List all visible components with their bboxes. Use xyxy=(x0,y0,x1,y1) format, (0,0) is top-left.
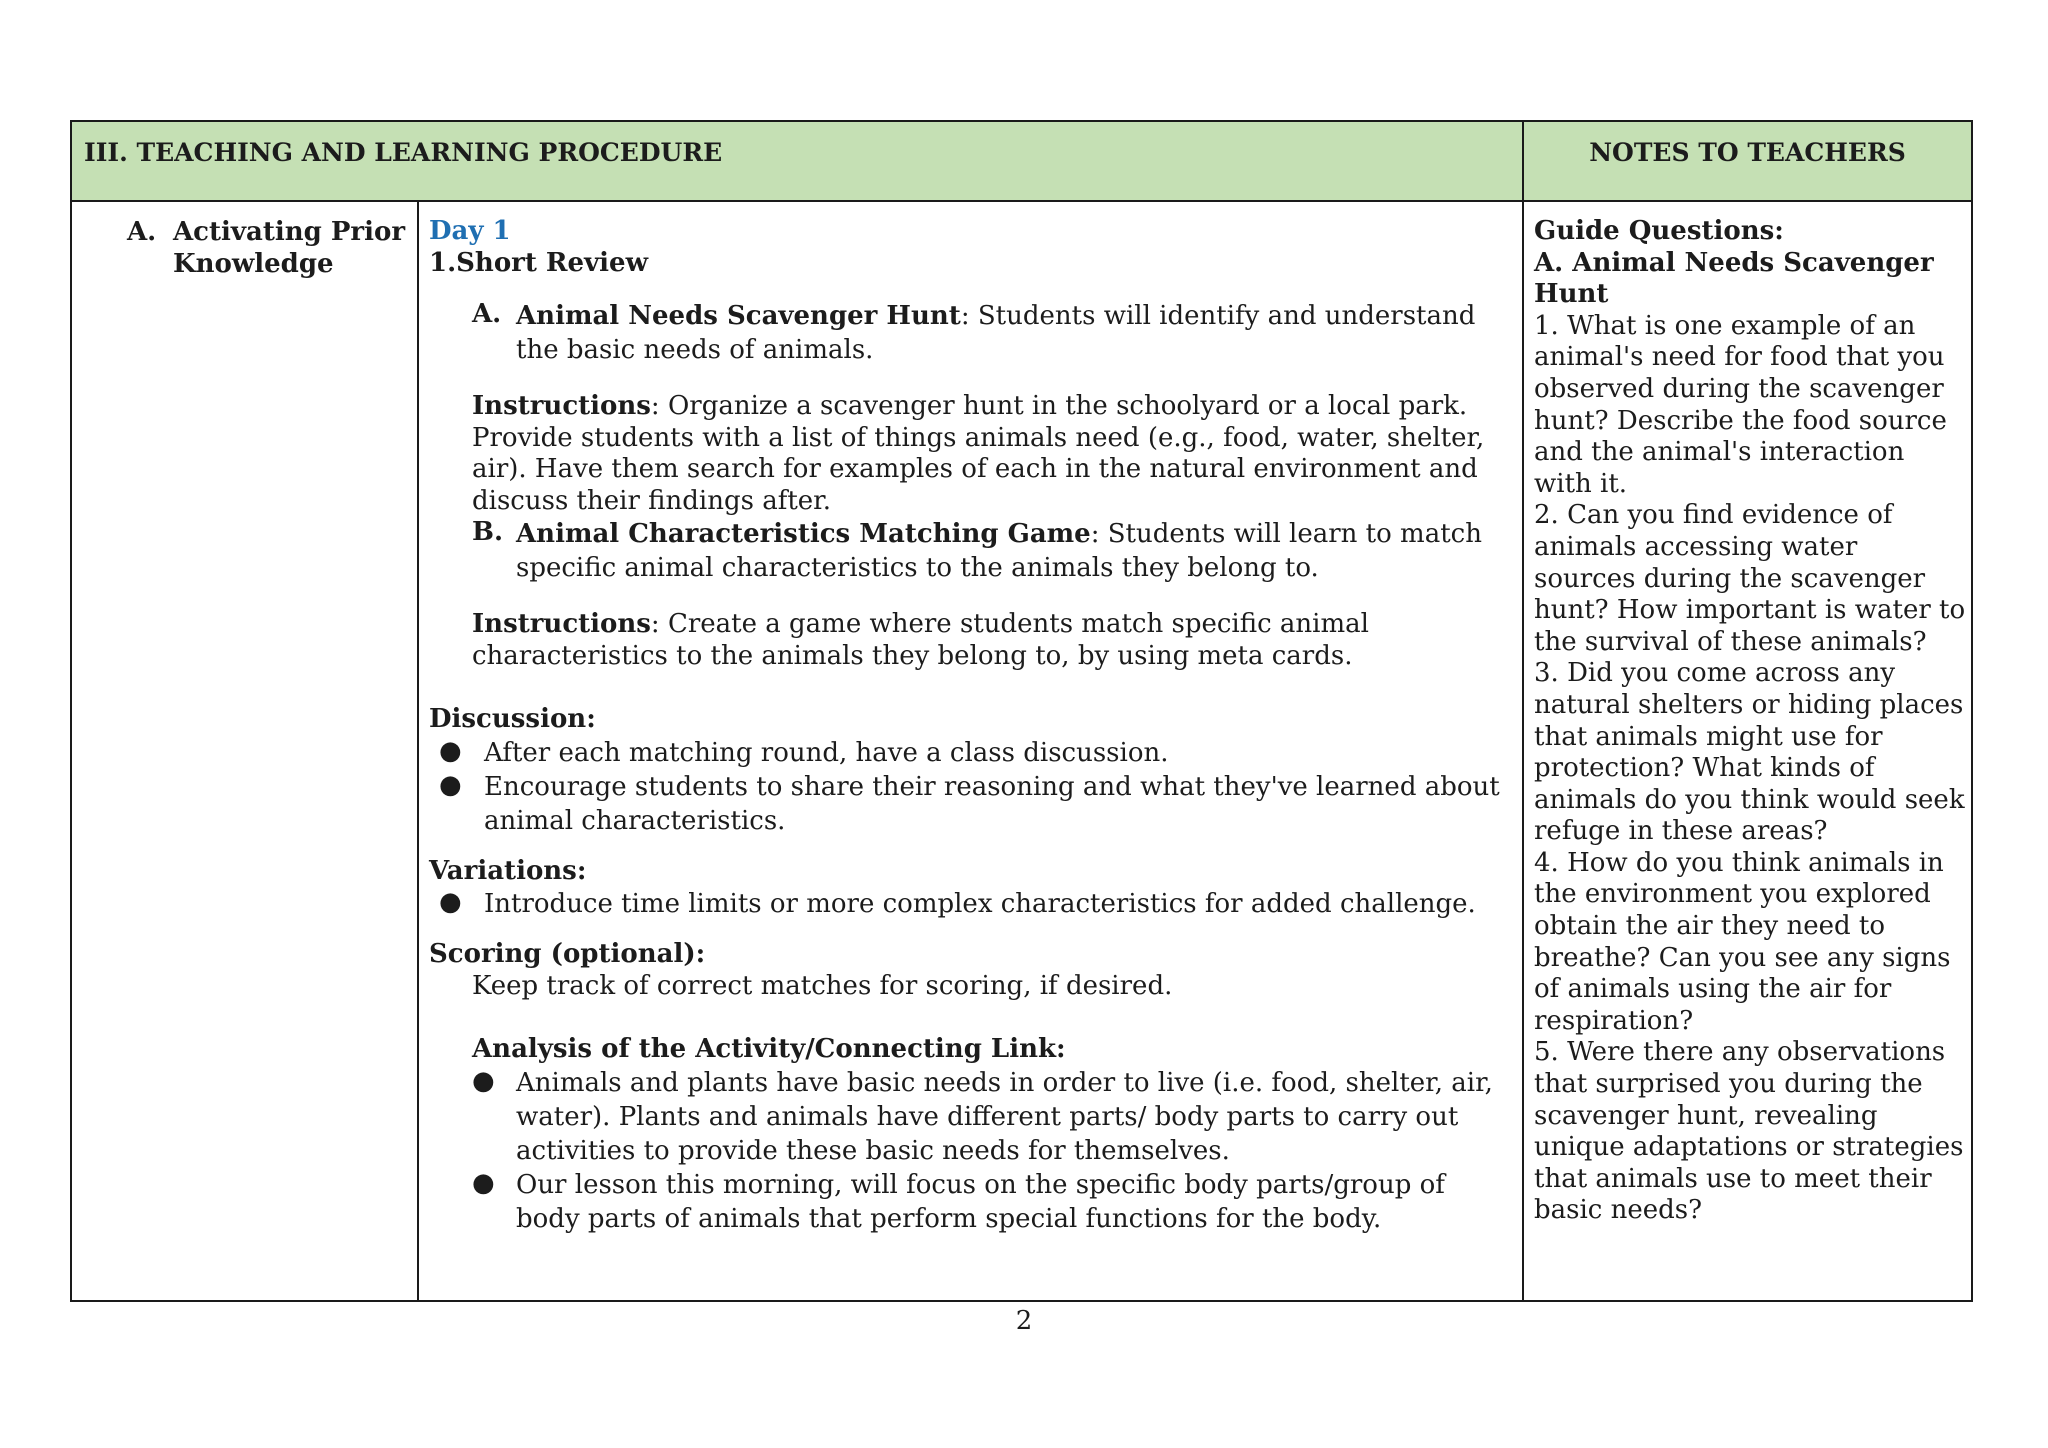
activity-a xyxy=(472,299,1514,367)
guide-questions-subtitle: A. Animal Needs Scavenger Hunt xyxy=(1534,247,1934,310)
activity-a-title: Animal Needs Scavenger Hunt xyxy=(516,301,961,331)
activity-a-letter: A. xyxy=(472,299,502,329)
bullet-icon: ● xyxy=(439,769,462,800)
analysis-heading: Analysis of the Activity/Connecting Link: xyxy=(472,1034,1066,1064)
instructions-a-label: Instructions xyxy=(472,391,651,421)
discussion-item: After each matching round, have a class discussion. xyxy=(484,737,1169,768)
notes-content xyxy=(1534,216,1966,1227)
list-item xyxy=(429,736,1514,770)
scoring-text: Keep track of correct matches for scoring, if desired. xyxy=(472,970,1173,1001)
list-item xyxy=(429,770,1514,838)
activity-b xyxy=(472,517,1514,585)
scoring-heading: Scoring (optional): xyxy=(429,939,706,969)
procedure-heading: III. TEACHING AND LEARNING PROCEDURE xyxy=(84,138,723,167)
instructions-a-text: : Organize a scavenger hunt in the schoolyard or a local park. Provide students with a list of things animals need (e.g., food, water, shelter, air). Have them search for examples of each in the natural environment and discuss their findings after. xyxy=(472,391,1485,516)
bullet-icon: ● xyxy=(439,735,462,766)
activity-b-title: Animal Characteristics Matching Game xyxy=(516,519,1091,549)
guide-questions-heading: Guide Questions: xyxy=(1534,216,1784,246)
notes-heading: NOTES TO TEACHERS xyxy=(1589,138,1906,167)
column-divider-notes xyxy=(1522,122,1524,1300)
variations-item: Introduce time limits or more complex characteristics for added challenge. xyxy=(484,889,1476,919)
list-item xyxy=(472,1066,1514,1168)
discussion-item: Encourage students to share their reasoning and what they've learned about animal characteristics. xyxy=(484,771,1500,836)
variations-heading: Variations: xyxy=(429,855,587,886)
instructions-a xyxy=(429,391,1514,517)
page-number: 2 xyxy=(1015,1306,1033,1336)
table-header xyxy=(72,122,1971,202)
list-item xyxy=(429,887,1514,921)
activity-b-letter: B. xyxy=(472,517,504,547)
analysis-item: Animals and plants have basic needs in order to live (i.e. food, shelter, air, water). Plants and animals have different parts/ body parts to carry out activities to provide these basic needs for themselves. xyxy=(516,1067,1493,1166)
activity-b-text: : Students will learn to match specific animal characteristics to the animals they belong to. xyxy=(516,519,1482,583)
discussion-heading: Discussion: xyxy=(429,704,596,734)
activity-a-text: : Students will identify and understand the basic needs of animals. xyxy=(516,301,1476,365)
instructions-b-label: Instructions xyxy=(472,609,651,639)
bullet-icon: ● xyxy=(439,887,462,917)
short-review-heading: 1.Short Review xyxy=(429,247,648,278)
day-label: Day 1 xyxy=(429,216,511,246)
column-divider-section xyxy=(417,202,419,1300)
bullet-icon: ● xyxy=(472,1167,495,1198)
procedure-table xyxy=(70,120,1973,1302)
instructions-b xyxy=(429,609,1514,672)
section-title: Activating Prior Knowledge xyxy=(173,217,406,279)
list-item xyxy=(472,1168,1514,1236)
analysis-item: Our lesson this morning, will focus on the specific body parts/group of body parts of animals that perform special functions for the body. xyxy=(516,1169,1445,1234)
section-letter: A. xyxy=(127,217,157,247)
instructions-b-text: : Create a game where students match specific animal characteristics to the animals they belong to, by using meta cards. xyxy=(472,609,1369,671)
bullet-icon: ● xyxy=(472,1065,495,1096)
procedure-content xyxy=(429,216,1514,1236)
guide-questions-text: 1. What is one example of an animal's need for food that you observed during the scavenger hunt? Describe the food source and the animal's interaction with it. 2. Can you find evidence of animals accessing water sources during the scavenger hunt? How important is water to the survival of these animals? 3. Did you come across any natural shelters or hiding places that animals might use for protection? What kinds of animals do you think would seek refuge in these areas? 4. How do you think animals in the environment you explored obtain the air they need to breathe? Can you see any signs of animals using the air for respiration? 5. Were there any observations that surprised you during the scavenger hunt, revealing unique adaptations or strategies that animals use to meet their basic needs? xyxy=(1534,310,1966,1226)
